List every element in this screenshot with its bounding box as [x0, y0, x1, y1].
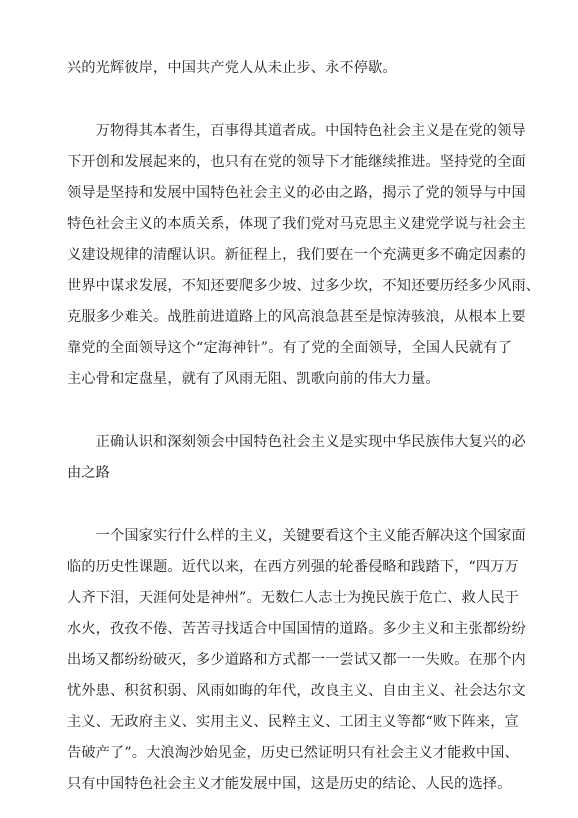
- text-line: 世界中谋求发展，不知还要爬多少坡、过多少坎，不知还要历经多少风雨、: [67, 278, 541, 294]
- text-line: 兴的光辉彼岸，中国共产党人从未止步、永不停歇。: [67, 60, 397, 76]
- text-line: 特色社会主义的本质关系，体现了我们党对马克思主义建党学说与社会主: [67, 216, 526, 232]
- text-line: 克服多少难关。战胜前进道路上的风高浪急甚至是惊涛骇浪，从根本上要: [67, 309, 526, 325]
- text-line: 领导是坚持和发展中国特色社会主义的必由之路，揭示了党的领导与中国: [67, 185, 526, 201]
- text-line: 忧外患、积贫积弱、风雨如晦的年代，改良主义、自由主义、社会达尔文: [67, 683, 526, 699]
- text-line: 主心骨和定盘星，就有了风雨无阻、凯歌向前的伟大力量。: [67, 371, 440, 387]
- text-line: 出场又都纷纷破灭，多少道路和方式都一一尝试又都一一失败。在那个内: [67, 652, 526, 668]
- text-line: 临的历史性课题。近代以来，在西方列强的轮番侵略和践踏下，“四万万: [67, 559, 519, 575]
- text-line: 万物得其本者生，百事得其道者成。中国特色社会主义是在党的领导: [67, 123, 526, 139]
- text-line: 主义、无政府主义、实用主义、民粹主义、工团主义等都“败下阵来，宣: [67, 714, 519, 730]
- text-line: 义建设规律的清醒认识。新征程上，我们要在一个充满更多不确定因素的: [67, 247, 526, 263]
- text-line: 人齐下泪，天涯何处是神州”。无数仁人志士为挽民族于危亡、救人民于: [67, 590, 519, 606]
- section-heading-line: 正确认识和深刻领会中国特色社会主义是实现中华民族伟大复兴的必: [67, 434, 526, 450]
- text-line: 水火，孜孜不倦、苦苦寻找适合中国国情的道路。多少主义和主张都纷纷: [67, 621, 526, 637]
- text-line: 靠党的全面领导这个“定海神针”。有了党的全面领导，全国人民就有了: [67, 340, 512, 356]
- text-line: 下开创和发展起来的，也只有在党的领导下才能继续推进。坚持党的全面: [67, 154, 526, 170]
- text-line: 告破产了”。大浪淘沙始见金，历史已然证明只有社会主义才能救中国、: [67, 745, 519, 761]
- section-heading-line: 由之路: [67, 465, 111, 481]
- text-line: 只有中国特色社会主义才能发展中国，这是历史的结论、人民的选择。: [67, 776, 512, 792]
- text-line: 一个国家实行什么样的主义，关键要看这个主义能否解决这个国家面: [67, 528, 526, 544]
